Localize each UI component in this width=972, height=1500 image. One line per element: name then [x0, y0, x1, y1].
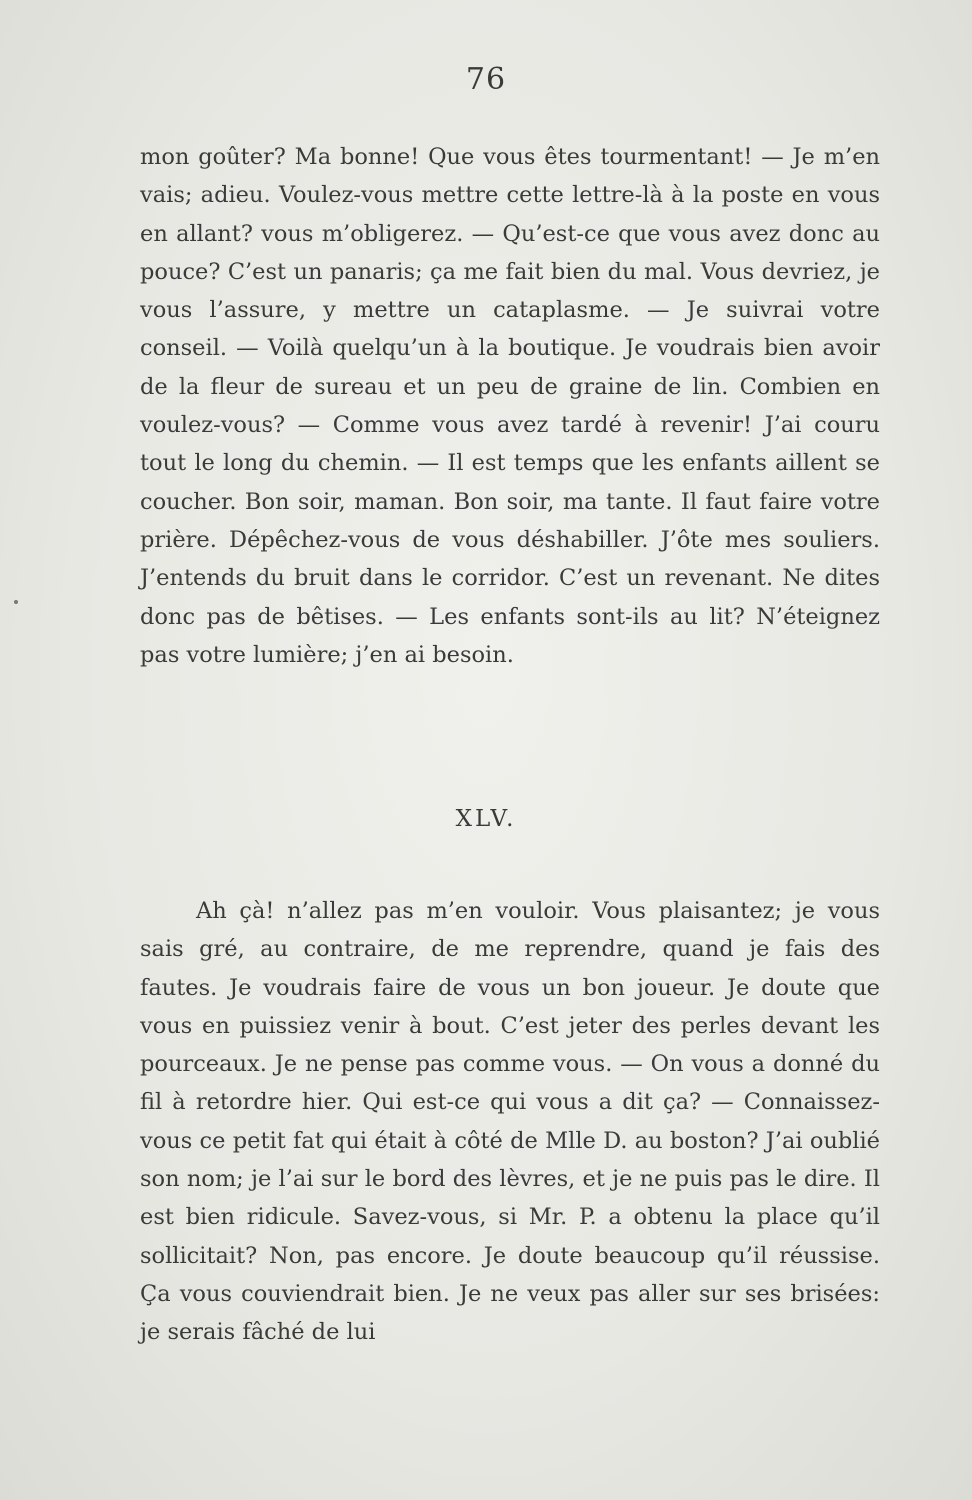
section-heading: XLV. [455, 806, 517, 832]
text-block-section [140, 892, 880, 1352]
print-speck [14, 600, 18, 604]
paragraph-continued: mon goûter? Ma bonne! Que vous êtes tourmentant! — Je m’en vais; adieu. Voulez-vous mettre cette lettre-là à la poste en vous en allant? vous m’obligerez. — Qu’est-ce que vous avez donc au pouce? C’est un panaris; ça me fait bien du mal. Vous devriez, je vous l’assure, y mettre un cataplasme. — Je suivrai votre conseil. — Voilà quelqu’un à la boutique. Je voudrais bien avoir de la fleur de sureau et un peu de graine de lin. Combien en voulez-vous? — Comme vous avez tardé à revenir! J’ai couru tout le long du chemin. — Il est temps que les enfants aillent se coucher. Bon soir, maman. Bon soir, ma tante. Il faut faire votre prière. Dépêchez-vous de vous déshabiller. J’ôte mes souliers. J’entends du bruit dans le corridor. C’est un revenant. Ne dites donc pas de bêtises. — Les enfants sont-ils au lit? N’éteignez pas votre lumière; j’en ai besoin. [140, 144, 880, 668]
paragraph-section-start: Ah çà! n’allez pas m’en vouloir. Vous plaisantez; je vous sais gré, au contraire, de me reprendre, quand je fais des fautes. Je voudrais faire de vous un bon joueur. Je doute que vous en puissiez venir à bout. C’est jeter des perles devant les pourceaux. Je ne pense pas comme vous. — On vous a donné du fil à retordre hier. Qui est-ce qui vous a dit ça? — Connaissez-vous ce petit fat qui était à côté de Mlle D. au boston? J’ai oublié son nom; je l’ai sur le bord des lèvres, et je ne puis pas le dire. Il est bien ridicule. Savez-vous, si Mr. P. a obtenu la place qu’il sollicitait? Non, pas encore. Je doute beaucoup qu’il réussise. Ça vous couviendrait bien. Je ne veux pas aller sur ses brisées: je serais fâché de lui [140, 898, 880, 1346]
text-block-continued [140, 138, 880, 674]
page-number: 76 [465, 62, 507, 97]
